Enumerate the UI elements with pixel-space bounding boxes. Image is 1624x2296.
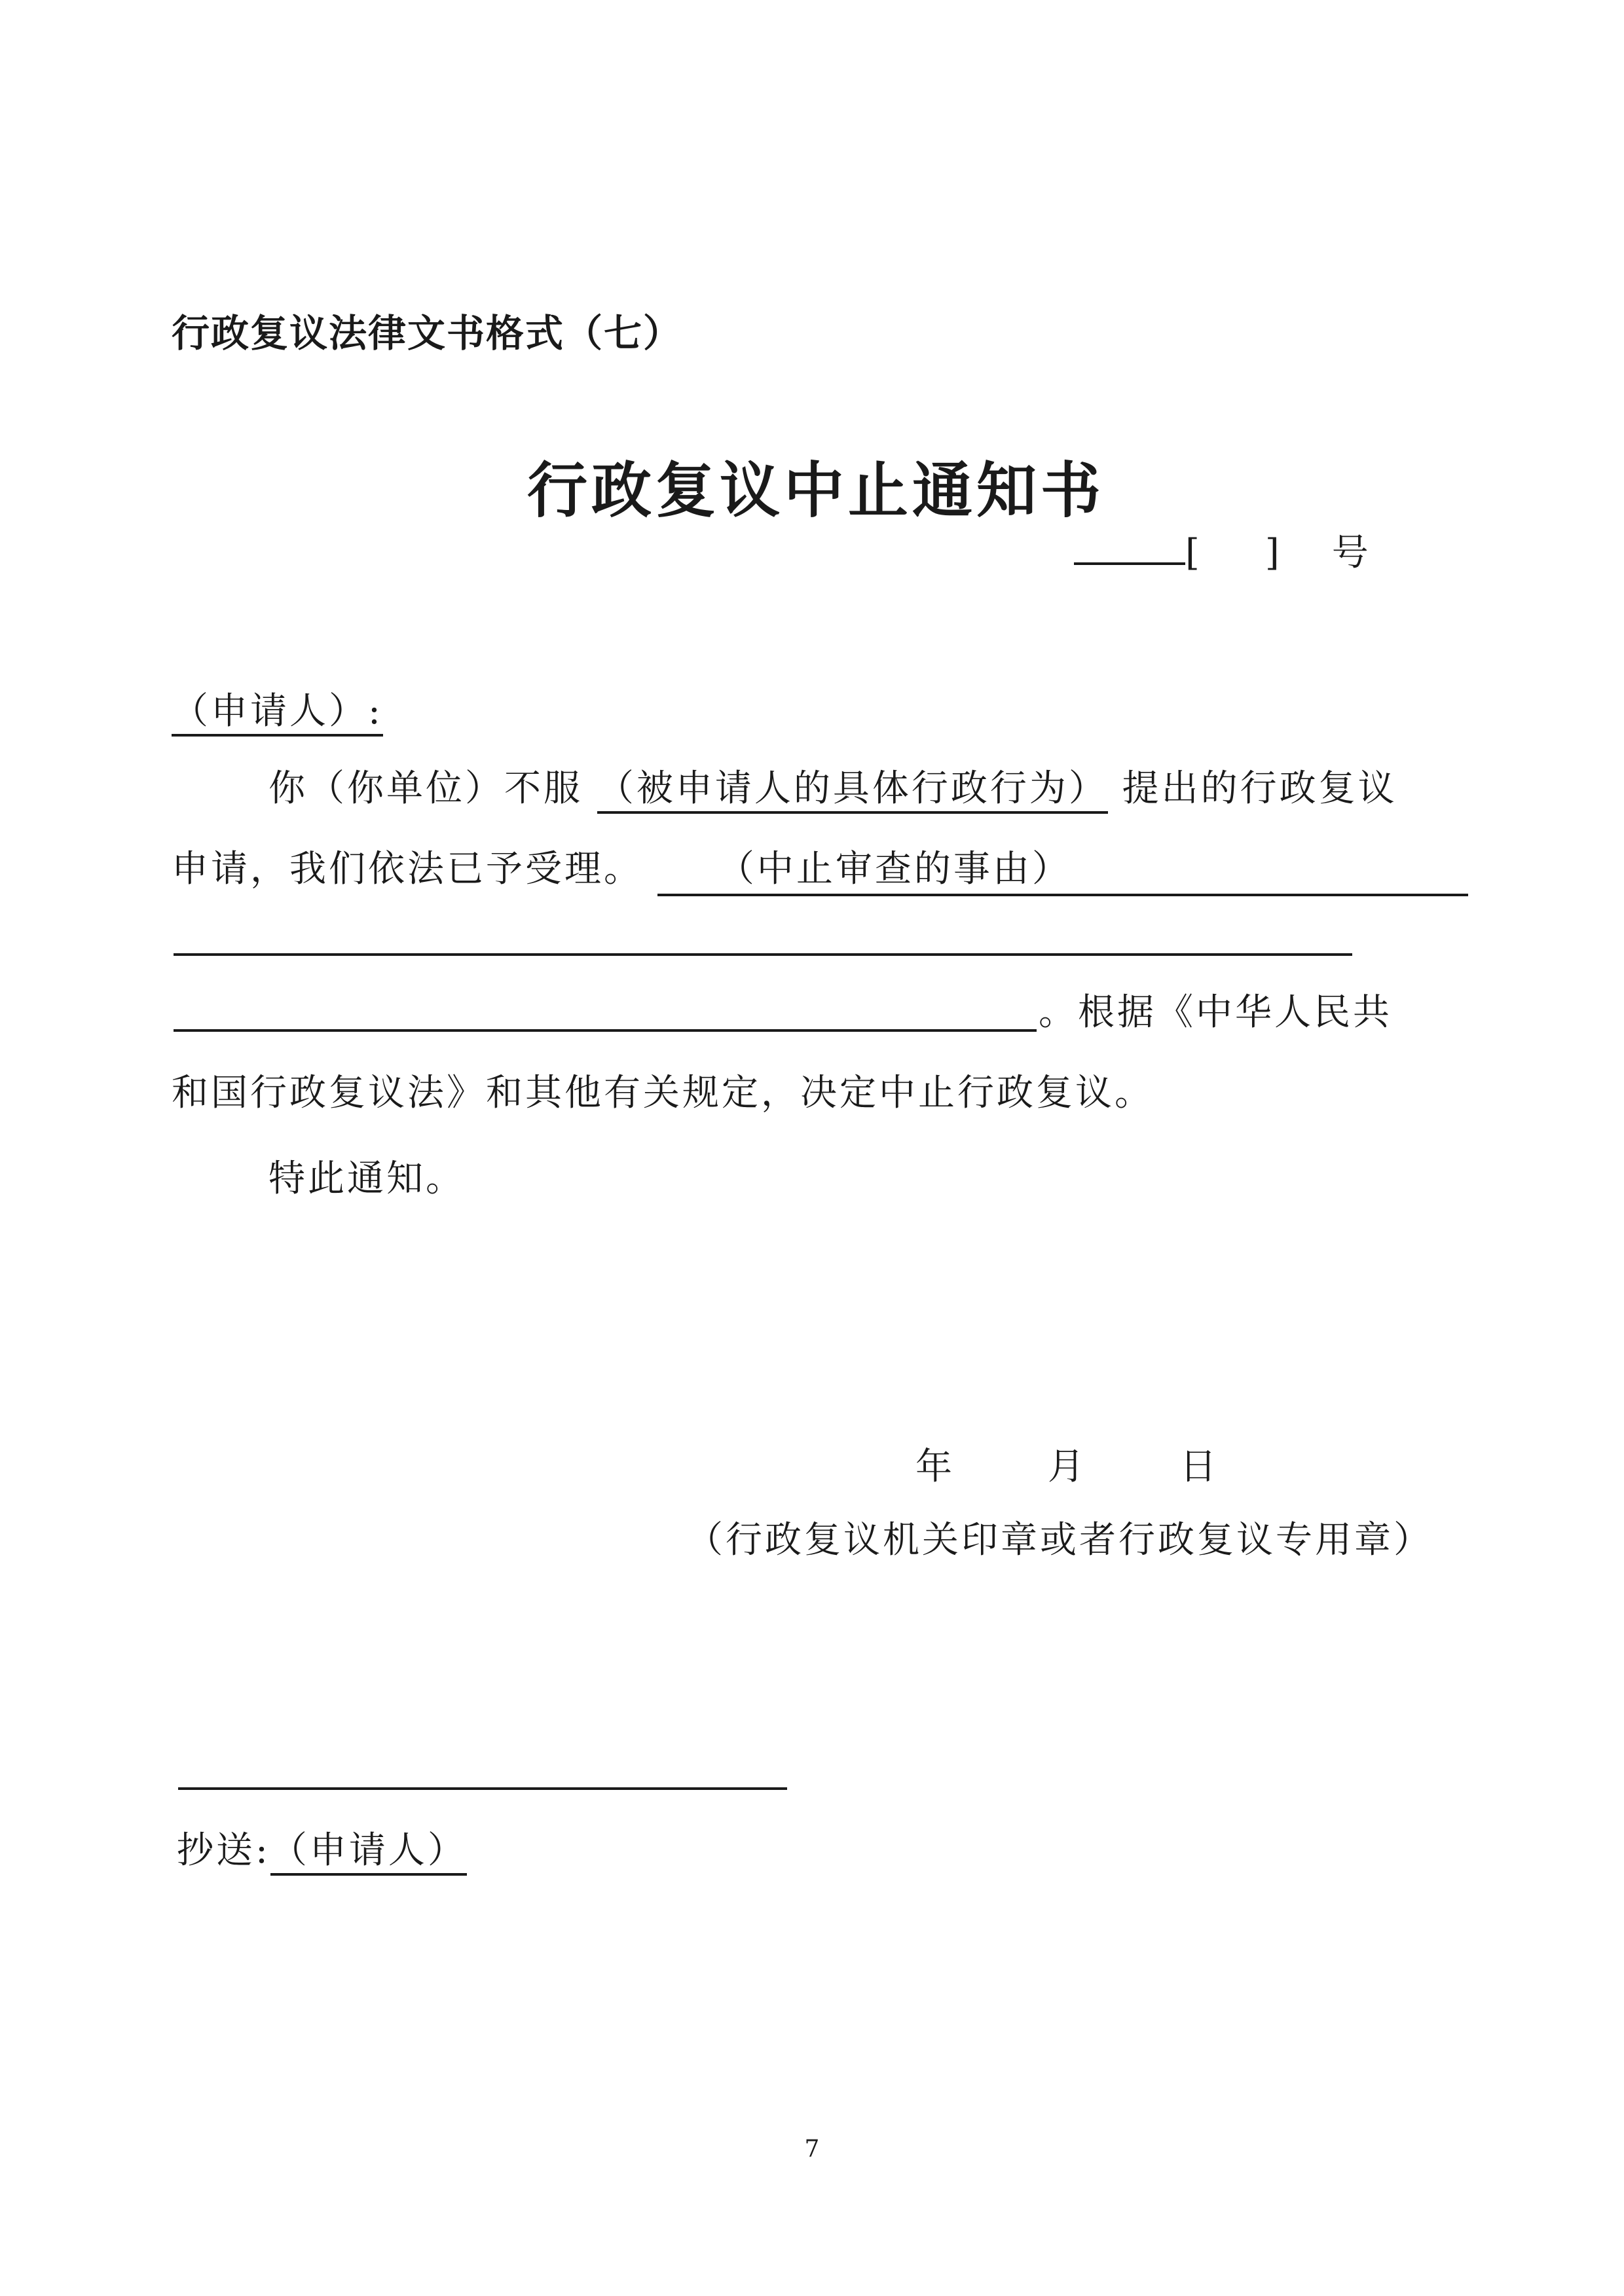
addressee-placeholder: （申请人）: [172, 690, 383, 737]
copy-to [177, 1821, 467, 1874]
date-line [915, 1438, 1219, 1490]
closing-phrase: 特此通知。 [268, 1157, 465, 1200]
document-number-blank [1074, 556, 1185, 565]
p1-prefix: 你（你单位）不服 [268, 767, 583, 810]
month-label: 月 [1047, 1446, 1087, 1488]
copy-to-placeholder: （申请人） [270, 1829, 467, 1876]
suspension-reason-placeholder: （中止审查的事由） [657, 840, 1468, 896]
respondent-action-placeholder: （被申请人的具体行政行为） [597, 767, 1108, 814]
p2-prefix: 申请，我们依法已予受理。 [172, 848, 643, 890]
day-label: 日 [1179, 1446, 1219, 1488]
year-label: 年 [915, 1446, 955, 1488]
p1-suffix: 提出的行政复议 [1122, 767, 1397, 810]
copy-to-label: 抄送: [177, 1829, 270, 1872]
document-number [1074, 524, 1369, 576]
document-title: 行政复议中止通知书 [526, 456, 1105, 526]
number-suffix: 号 [1331, 532, 1369, 574]
page-number: 7 [804, 2136, 820, 2162]
seal-note: （行政复议机关印章或者行政复议专用章） [686, 1519, 1433, 1561]
addressee [172, 682, 383, 735]
blank-line-2 [174, 1029, 1037, 1032]
paragraph-2 [172, 840, 1468, 896]
number-close-bracket: ] [1264, 532, 1280, 574]
paragraph-1 [268, 759, 1397, 812]
paragraph-4: 。根据《中华人民共 [1039, 991, 1392, 1034]
blank-line-1 [174, 953, 1352, 956]
paragraph-5: 和国行政复议法》和其他有关规定，决定中止行政复议。 [172, 1072, 1154, 1114]
separator-line [178, 1787, 787, 1790]
number-open-bracket: [ [1185, 532, 1200, 574]
format-label: 行政复议法律文书格式（七） [172, 311, 683, 355]
